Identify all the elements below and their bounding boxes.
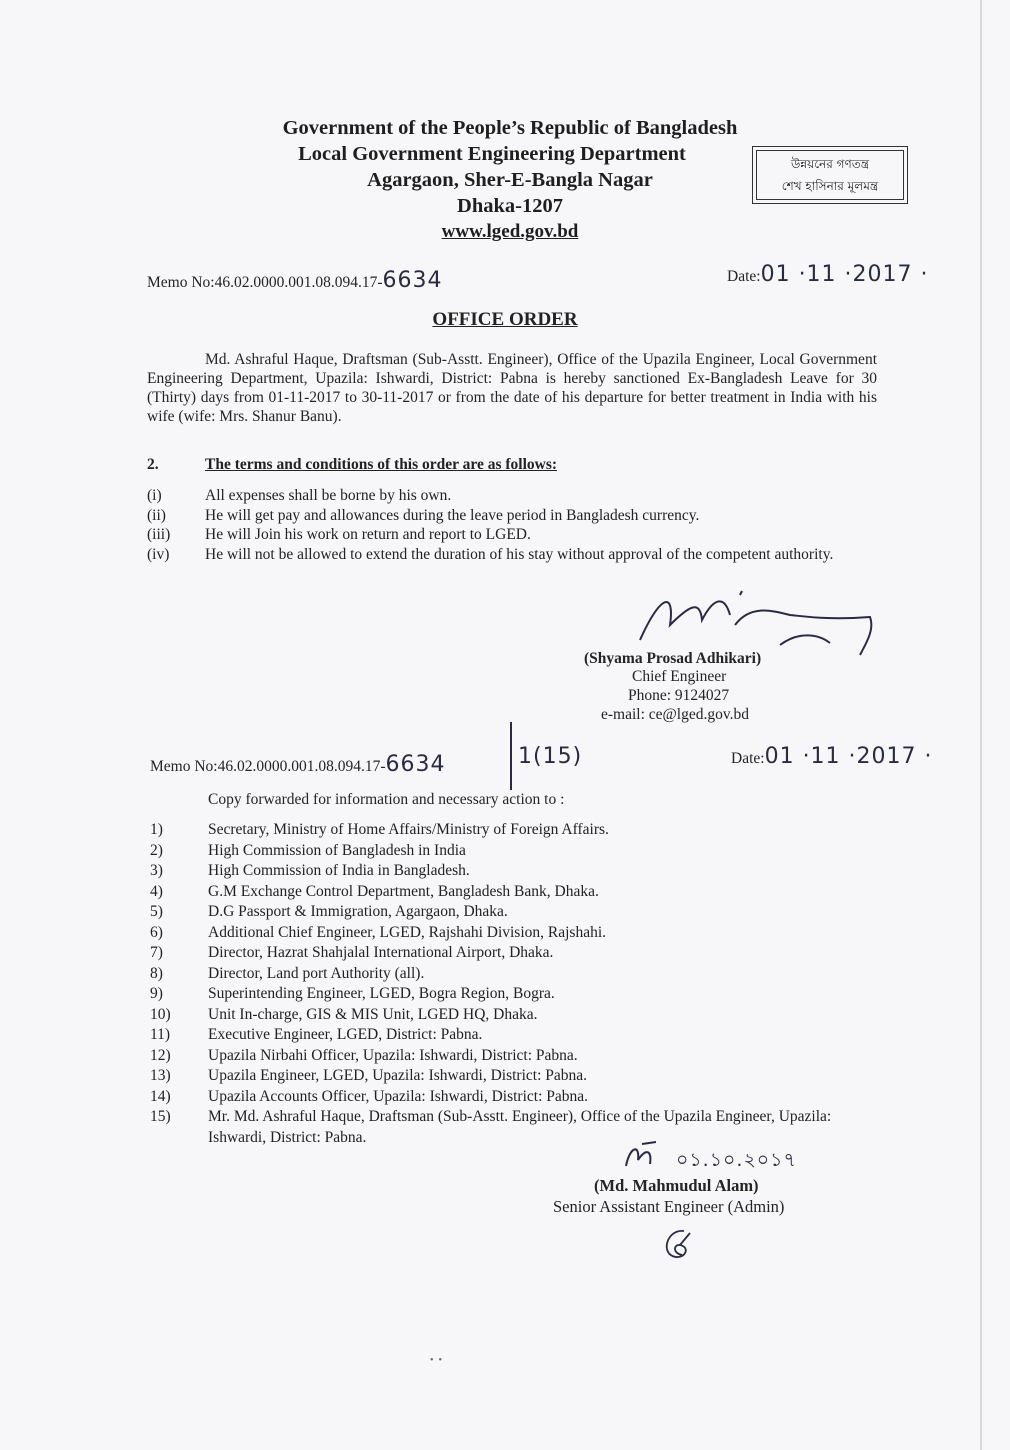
- recipient-text: Director, Hazrat Shahjalal International Airport, Dhaka.: [208, 944, 554, 961]
- stray-marks: • •: [430, 1355, 443, 1366]
- recipient-number: 1): [150, 821, 163, 838]
- memo-date-1: [727, 262, 929, 287]
- term-text: All expenses shall be borne by his own.: [205, 487, 452, 504]
- header-city: Dhaka-1207: [457, 195, 563, 217]
- slogan-line-2: শেখ হাসিনার মূলমন্ত্র: [781, 179, 879, 193]
- copies-count: 1(15): [518, 744, 583, 769]
- terms-list: [147, 486, 882, 564]
- term-number: (i): [147, 487, 162, 504]
- signatory-1-name: (Shyama Prosad Adhikari): [584, 650, 762, 667]
- recipient-number: 15): [150, 1108, 171, 1125]
- section-2-heading: [147, 456, 558, 474]
- recipient-number: 5): [150, 903, 163, 920]
- signatory-1-phone: Phone: 9124027: [628, 687, 730, 704]
- list-item: [150, 1066, 880, 1087]
- memo-handwritten-number: 6634: [385, 752, 446, 777]
- list-item: [150, 1025, 880, 1046]
- recipient-number: 9): [150, 985, 163, 1002]
- slogan-line-1: উন্নয়নের গণতন্ত্র: [790, 157, 870, 171]
- list-item: [150, 964, 880, 985]
- recipient-number: 14): [150, 1087, 171, 1105]
- term-text: He will get pay and allowances during the leave period in Bangladesh currency.: [205, 506, 700, 524]
- recipient-text: High Commission of India in Bangladesh.: [208, 862, 470, 879]
- date-handwritten: 01 ·11 ·2017 ·: [764, 744, 933, 769]
- term-item: [147, 506, 882, 526]
- memo-handwritten-number: 6634: [382, 268, 443, 293]
- signatory-2-name: (Md. Mahmudul Alam): [594, 1176, 759, 1195]
- list-item: [150, 841, 880, 862]
- recipient-number: 10): [150, 1005, 171, 1023]
- header-government: Government of the People’s Republic of Bangladesh: [282, 117, 738, 139]
- handwritten-divider: [510, 722, 512, 790]
- recipient-text: Upazila Engineer, LGED, Upazila: Ishwardi, District: Pabna.: [208, 1067, 588, 1084]
- slogan-box: [752, 146, 908, 204]
- date-label: Date:: [731, 750, 765, 767]
- term-number: (iv): [147, 545, 170, 563]
- term-number: (iii): [147, 526, 171, 543]
- recipient-text: Secretary, Ministry of Home Affairs/Ministry of Foreign Affairs.: [208, 821, 609, 838]
- signatory-1-email: e-mail: ce@lged.gov.bd: [601, 706, 749, 723]
- recipient-text: G.M Exchange Control Department, Bangladesh Bank, Dhaka.: [208, 882, 599, 900]
- page-edge: [980, 0, 982, 1450]
- admin-handwritten-date: ০১.১০.২০১৭: [676, 1149, 797, 1171]
- order-paragraph: Md. Ashraful Haque, Draftsman (Sub-Asstt. Engineer), Office of the Upazila Engineer, Local Government Engineering Department, Upazila: Ishwardi, District: Pabna is hereby sanctioned Ex-Bangladesh Leave for 30 (Thirty) days from 01-11-2017 to 30-11-2017 or from the date of his departure for better treatment in India with his wife (wife: Mrs. Shanur Banu).: [147, 351, 877, 425]
- office-order-title: OFFICE ORDER: [432, 309, 578, 330]
- recipient-text: Executive Engineer, LGED, District: Pabna.: [208, 1026, 483, 1043]
- recipient-number: 8): [150, 964, 163, 982]
- recipient-number: 7): [150, 944, 163, 961]
- memo-label: Memo No:46.02.0000.001.08.094.17-: [150, 758, 386, 775]
- admin-initial-signature: [622, 1140, 662, 1172]
- recipient-text: Upazila Accounts Officer, Upazila: Ishwardi, District: Pabna.: [208, 1087, 589, 1105]
- memo-number-1: [147, 268, 443, 293]
- list-item: [150, 861, 880, 882]
- term-text: He will not be allowed to extend the duration of his stay without approval of the competent authority.: [205, 545, 834, 563]
- memo-number-2: [150, 752, 446, 777]
- list-item: [150, 902, 880, 923]
- section-heading: The terms and conditions of this order are as follows:: [205, 456, 558, 473]
- list-item: [150, 1087, 880, 1108]
- recipient-number: 4): [150, 882, 163, 900]
- list-item: [150, 943, 880, 964]
- recipient-text: Upazila Nirbahi Officer, Upazila: Ishwardi, District: Pabna.: [208, 1046, 578, 1064]
- section-number: 2.: [147, 456, 159, 473]
- recipient-text: Director, Land port Authority (all).: [208, 964, 425, 982]
- initial-mark: [656, 1225, 696, 1265]
- recipient-number: 11): [150, 1026, 171, 1043]
- term-item: [147, 486, 882, 506]
- list-item: [150, 1107, 880, 1148]
- header-department: Local Government Engineering Department: [298, 143, 686, 165]
- recipient-list: [150, 820, 880, 1148]
- recipient-text: Mr. Md. Ashraful Haque, Draftsman (Sub-Asstt. Engineer), Office of the Upazila Engineer, Upazila: Ishwardi, District: Pabna.: [208, 1108, 832, 1146]
- term-number: (ii): [147, 506, 166, 524]
- header-website: www.lged.gov.bd: [441, 221, 579, 242]
- signatory-1-designation: Chief Engineer: [632, 668, 727, 685]
- list-item: [150, 882, 880, 903]
- date-label: Date:: [727, 268, 761, 285]
- recipient-number: 12): [150, 1046, 171, 1064]
- signatory-2-designation: Senior Assistant Engineer (Admin): [553, 1197, 785, 1216]
- header-address: Agargaon, Sher-E-Bangla Nagar: [367, 169, 653, 191]
- term-item: [147, 545, 882, 565]
- term-item: [147, 525, 882, 545]
- list-item: [150, 923, 880, 944]
- list-item: [150, 1005, 880, 1026]
- recipient-text: Unit In-charge, GIS & MIS Unit, LGED HQ, Dhaka.: [208, 1005, 538, 1023]
- memo-label: Memo No:46.02.0000.001.08.094.17-: [147, 274, 383, 291]
- recipient-number: 3): [150, 862, 163, 879]
- recipient-text: D.G Passport & Immigration, Agargaon, Dhaka.: [208, 903, 508, 920]
- copy-forwarded-line: Copy forwarded for information and necessary action to :: [208, 791, 565, 808]
- memo-date-2: [731, 744, 933, 769]
- list-item: [150, 820, 880, 841]
- recipient-text: Additional Chief Engineer, LGED, Rajshahi Division, Rajshahi.: [208, 923, 607, 941]
- recipient-number: 6): [150, 923, 163, 941]
- list-item: [150, 984, 880, 1005]
- recipient-number: 2): [150, 841, 163, 859]
- date-handwritten: 01 ·11 ·2017 ·: [760, 262, 929, 287]
- recipient-text: High Commission of Bangladesh in India: [208, 841, 466, 859]
- recipient-number: 13): [150, 1067, 171, 1084]
- term-text: He will Join his work on return and report to LGED.: [205, 526, 531, 543]
- list-item: [150, 1046, 880, 1067]
- recipient-text: Superintending Engineer, LGED, Bogra Region, Bogra.: [208, 985, 555, 1002]
